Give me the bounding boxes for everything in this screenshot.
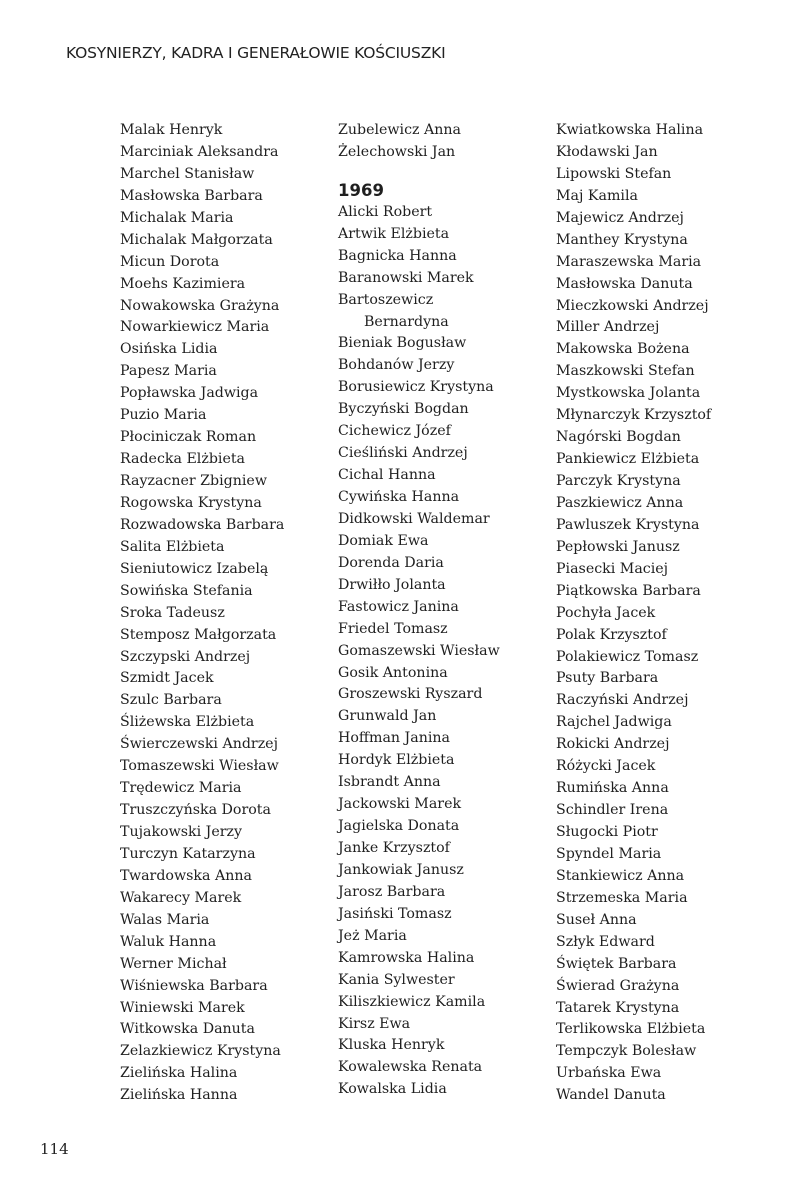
name-entry: Psuty Barbara	[556, 670, 659, 687]
name-entry: Masłowska Barbara	[120, 187, 263, 204]
name-entry: Truszczyńska Dorota	[120, 802, 271, 819]
name-entry: Stemposz Małgorzata	[120, 626, 277, 643]
name-entry: Winiewski Marek	[120, 999, 245, 1016]
name-entry: Tujakowski Jerzy	[120, 824, 243, 840]
name-entry: Pankiewicz Elżbieta	[556, 451, 700, 468]
name-entry: Michalak Maria	[120, 209, 234, 226]
name-entry: Groszewski Ryszard	[338, 686, 483, 703]
name-entry: Rajchel Jadwiga	[556, 714, 672, 731]
name-entry: Zubelewicz Anna	[338, 122, 461, 138]
name-entry: Polakiewicz Tomasz	[556, 648, 699, 665]
name-entry: Mieczkowski Andrzej	[556, 297, 709, 314]
name-entry: Moehs Kazimiera	[120, 275, 246, 292]
name-entry: Kluska Henryk	[338, 1037, 445, 1054]
name-entry: Cywińska Hanna	[338, 489, 460, 505]
name-entry: Papesz Maria	[120, 363, 217, 380]
name-entry: Strzemeska Maria	[556, 889, 688, 906]
name-entry: Zielińska Halina	[120, 1065, 238, 1082]
name-entry: Kiliszkiewicz Kamila	[338, 993, 486, 1010]
name-entry: Witkowska Danuta	[120, 1021, 255, 1038]
name-entry: Nowakowska Grażyna	[120, 297, 280, 314]
name-entry: Bohdanów Jerzy	[338, 357, 455, 374]
name-entry: Rokicki Andrzej	[556, 736, 670, 753]
name-entry: Sługocki Piotr	[556, 824, 658, 840]
name-entry: Miller Andrzej	[556, 319, 660, 336]
name-entry: Walas Maria	[120, 911, 210, 928]
name-entry: Tomaszewski Wiesław	[120, 758, 279, 775]
name-entry: Cichal Hanna	[338, 467, 436, 484]
year-heading: 1969	[338, 180, 384, 200]
name-entry: Baranowski Marek	[338, 269, 474, 286]
name-entry: Jankowiak Janusz	[338, 861, 464, 878]
name-entry: Zelazkiewicz Krystyna	[120, 1043, 281, 1060]
name-entry: Radecka Elżbieta	[120, 451, 245, 468]
name-column-1	[120, 120, 284, 1107]
name-entry: Sroka Tadeusz	[120, 604, 225, 621]
name-column-2	[338, 120, 500, 1101]
name-entry: Jarosz Barbara	[338, 883, 446, 900]
name-entry: Manthey Krystyna	[556, 231, 688, 248]
name-entry: Artwik Elżbieta	[338, 225, 450, 242]
name-entry: Bagnicka Hanna	[338, 247, 457, 264]
name-entry: Jeż Maria	[338, 927, 407, 944]
name-entry: Kowalewska Renata	[338, 1059, 483, 1076]
name-entry: Urbańska Ewa	[556, 1065, 662, 1082]
name-entry: Świerczewski Andrzej	[120, 736, 278, 753]
name-entry: Szmidt Jacek	[120, 670, 214, 687]
name-entry: Drwiłło Jolanta	[338, 576, 446, 593]
name-entry: Sowińska Stefania	[120, 582, 253, 599]
name-entry: Bieniak Bogusław	[338, 335, 467, 352]
name-entry: Stankiewicz Anna	[556, 867, 685, 884]
name-entry: Popławska Jadwiga	[120, 385, 259, 402]
name-entry: Waluk Hanna	[120, 933, 217, 950]
name-entry: Młynarczyk Krzysztof	[556, 407, 712, 424]
name-entry: Isbrandt Anna	[338, 774, 441, 791]
name-entry: Tatarek Krystyna	[556, 999, 680, 1016]
name-entry: Kwiatkowska Halina	[556, 122, 704, 138]
name-entry: Różycki Jacek	[556, 758, 656, 775]
name-entry: Wiśniewska Barbara	[120, 977, 268, 994]
name-entry: Cieśliński Andrzej	[338, 445, 468, 462]
name-entry: Marciniak Aleksandra	[120, 143, 279, 160]
name-entry: Suseł Anna	[556, 911, 637, 928]
name-entry: Raczyński Andrzej	[556, 692, 689, 709]
name-entry: Jagielska Donata	[338, 818, 460, 835]
name-entry: Mystkowska Jolanta	[556, 385, 701, 402]
name-entry: Świętek Barbara	[556, 955, 677, 972]
name-entry: Szłyk Edward	[556, 933, 655, 950]
name-entry: Turczyn Katarzyna	[120, 845, 256, 862]
name-entry: Kania Sylwester	[338, 971, 455, 988]
name-entry: Polak Krzysztof	[556, 626, 667, 643]
name-entry: Gomaszewski Wiesław	[338, 642, 500, 659]
name-entry: Maj Kamila	[556, 187, 638, 204]
name-entry: Friedel Tomasz	[338, 620, 448, 637]
name-entry: Werner Michał	[120, 955, 227, 972]
name-entry: Rumińska Anna	[556, 780, 669, 797]
running-title: KOSYNIERZY, KADRA I GENERAŁOWIE KOŚCIUSZKI	[66, 44, 446, 62]
name-entry: Świerad Grażyna	[556, 977, 680, 994]
name-entry: Pochyła Jacek	[556, 604, 656, 621]
name-entry: Nagórski Bogdan	[556, 429, 681, 446]
name-entry: Cichewicz Józef	[338, 423, 451, 440]
page-number: 114	[40, 1140, 69, 1158]
name-entry: Tempczyk Bolesław	[556, 1043, 697, 1060]
name-entry: Parczyk Krystyna	[556, 473, 681, 489]
name-entry: Spyndel Maria	[556, 845, 662, 862]
name-entry: Nowarkiewicz Maria	[120, 319, 270, 336]
name-entry: Śliżewska Elżbieta	[120, 714, 255, 731]
section-gap	[338, 164, 500, 180]
name-entry: Hordyk Elżbieta	[338, 752, 455, 769]
name-entry: Szczypski Andrzej	[120, 648, 251, 665]
name-entry: Rayzacner Zbigniew	[120, 473, 267, 489]
name-entry: Majewicz Andrzej	[556, 209, 684, 226]
name-entry: Zielińska Hanna	[120, 1087, 238, 1104]
name-entry: Terlikowska Elżbieta	[556, 1021, 706, 1038]
name-entry: Maszkowski Stefan	[556, 363, 695, 380]
name-entry: Płociniczak Roman	[120, 429, 257, 446]
name-entry: Sieniutowicz Izabelą	[120, 560, 269, 577]
name-entry: Byczyński Bogdan	[338, 401, 469, 418]
name-entry: Szulc Barbara	[120, 692, 222, 709]
name-entry: Kłodawski Jan	[556, 143, 658, 160]
name-entry: Wakarecy Marek	[120, 889, 242, 906]
name-entry: Lipowski Stefan	[556, 165, 672, 182]
name-entry: Pepłowski Janusz	[556, 538, 680, 555]
name-entry: Pawluszek Krystyna	[556, 516, 700, 533]
name-column-3	[556, 120, 711, 1107]
name-entry: Rogowska Krystyna	[120, 494, 262, 511]
name-entry: Piątkowska Barbara	[556, 582, 701, 599]
name-entry: Rozwadowska Barbara	[120, 516, 285, 533]
name-entry: Gosik Antonina	[338, 664, 448, 681]
name-entry: Alicki Robert	[338, 203, 433, 220]
name-entry: Masłowska Danuta	[556, 275, 693, 292]
name-entry: Michalak Małgorzata	[120, 231, 273, 248]
name-entry: Kirsz Ewa	[338, 1015, 411, 1032]
name-entry: Domiak Ewa	[338, 532, 429, 549]
name-entry: Dorenda Daria	[338, 554, 444, 571]
name-entry: Osińska Lidia	[120, 341, 218, 358]
name-entry-continuation: Bernardyna	[364, 313, 449, 330]
name-entry: Didkowski Waldemar	[338, 510, 490, 527]
name-entry: Salita Elżbieta	[120, 538, 225, 555]
name-entry: Wandel Danuta	[556, 1087, 666, 1104]
name-entry: Micun Dorota	[120, 253, 220, 270]
name-entry: Jackowski Marek	[338, 796, 462, 813]
name-entry: Puzio Maria	[120, 407, 207, 424]
name-entry: Schindler Irena	[556, 802, 669, 819]
name-entry: Trędewicz Maria	[120, 780, 242, 797]
name-entry: Twardowska Anna	[120, 867, 252, 884]
name-entry: Borusiewicz Krystyna	[338, 379, 494, 396]
name-entry: Makowska Bożena	[556, 341, 690, 358]
name-entry: Malak Henryk	[120, 122, 223, 138]
name-entry: Paszkiewicz Anna	[556, 494, 684, 511]
name-entry: Kamrowska Halina	[338, 949, 475, 966]
name-entry: Kowalska Lidia	[338, 1081, 447, 1098]
name-entry: Janke Krzysztof	[338, 840, 450, 856]
name-entry: Żelechowski Jan	[338, 143, 456, 160]
name-entry: Hoffman Janina	[338, 730, 450, 747]
name-entry: Jasiński Tomasz	[338, 905, 452, 922]
name-entry: Fastowicz Janina	[338, 598, 459, 615]
name-entry: Maraszewska Maria	[556, 253, 702, 270]
name-entry: Piasecki Maciej	[556, 560, 669, 577]
name-entry: Bartoszewicz	[338, 291, 434, 308]
name-entry: Marchel Stanisław	[120, 165, 255, 182]
name-entry: Grunwald Jan	[338, 708, 437, 725]
